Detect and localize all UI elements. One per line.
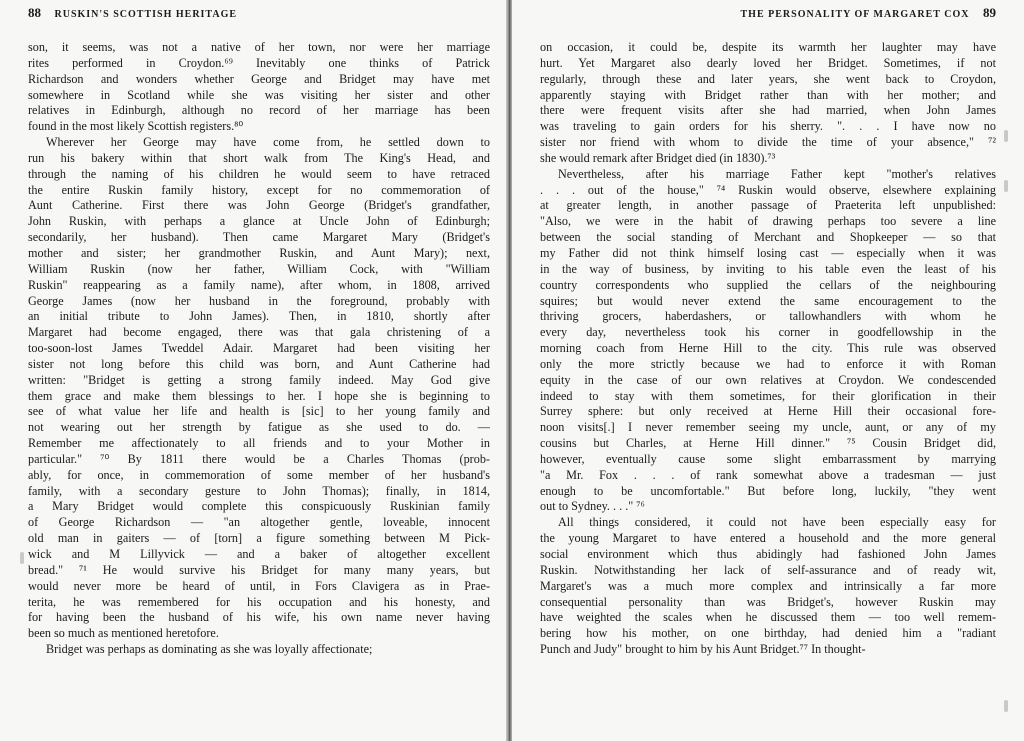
- text-line: cousins but Charles, at Herne Hill dinner." ⁷⁵ Cousin Bridget did,: [540, 436, 996, 451]
- text-line: in the way of business, by inviting to his table even the least of his: [540, 261, 996, 276]
- text-line: . . . out of the house," ⁷⁴ Ruskin would observe, elsewhere explaining: [540, 182, 996, 197]
- text-line: somewhere in Scotland while she was visiting her sister and other: [28, 87, 490, 102]
- text-line: thriving grocers, haberdashers, or tallowhandlers with whom he: [540, 309, 996, 324]
- text-line: squires; but would never extend the same encouragement to the: [540, 293, 996, 308]
- text-line: son, it seems, was not a native of her town, nor were her marriage: [28, 40, 490, 54]
- left-page-header: [28, 5, 237, 21]
- scan-smudge: [20, 552, 24, 564]
- text-line: All things considered, it could not have been especially easy for: [558, 515, 996, 530]
- text-line: out to Sydney. . . ." ⁷⁶: [540, 499, 645, 514]
- left-page-number: 88: [28, 5, 41, 20]
- text-line: not wearing out her strength by fatigue as she used to do. —: [28, 420, 490, 435]
- text-line: at greater length, in another passage of Praeterita left unpublished:: [540, 198, 996, 213]
- text-line: Margaret had become engaged, there was that gala christening of a: [28, 325, 490, 340]
- right-page-header: [741, 5, 996, 21]
- text-line: social environment which thus abidingly had fashioned John James: [540, 547, 996, 561]
- scan-smudge: [1004, 700, 1008, 712]
- text-line: regularly, through these and later years, she went back to Croydon,: [540, 71, 996, 86]
- text-line: Punch and Judy" brought to him by his Aunt Bridget.⁷⁷ In thought-: [540, 642, 866, 657]
- text-line: equity in the case of our own relatives at Croydon. We condescended: [540, 372, 996, 387]
- text-line: consequential personality than was Bridget's, however Ruskin may: [540, 594, 996, 609]
- text-line: apparently staying with Bridget rather than with her mother; and: [540, 87, 996, 102]
- text-line: Margaret's was a much more complex and intrinsically a far more: [540, 578, 996, 593]
- text-line: too-soon-lost James Tweddel Adair. Margaret had been visiting her: [28, 341, 490, 356]
- left-running-head: RUSKIN'S SCOTTISH HERITAGE: [54, 9, 238, 20]
- text-line: the young Margaret to have entered a household and the more general: [540, 531, 996, 546]
- text-line: them grace and make them blessings to her. I hope she is beginning to: [28, 388, 490, 403]
- text-line: family, with a secondary gesture to John Thomas); finally, in 1814,: [28, 483, 490, 498]
- text-line: Richardson and wonders whether George and Bridget may have met: [28, 71, 490, 86]
- text-line: William Ruskin (now her father, William Cock, with "William: [28, 261, 490, 276]
- text-line: however, eventually cause some slight embarrassment by marrying: [540, 451, 996, 466]
- text-line: country correspondents who supplied the cellars of the neighbouring: [540, 277, 996, 292]
- right-page: [512, 0, 1024, 741]
- text-line: see of what value her life and health is [sic] to her young family and: [28, 404, 490, 419]
- text-line: been so much as mentioned heretofore.: [28, 626, 219, 641]
- text-line: was traveling to gain orders for his sherry. ". . . I have now no: [540, 119, 996, 134]
- text-line: wick and M Lillyvick — and a baker of altogether excellent: [28, 547, 490, 561]
- text-line: between the social standing of Merchant and Shopkeeper — so that: [540, 230, 996, 245]
- text-line: Nevertheless, after his marriage Father kept "mother's relatives: [558, 166, 996, 181]
- text-line: she would remark after Bridget died (in 1830).⁷³: [540, 150, 776, 165]
- text-line: hurt. Yet Margaret also dearly loved her Bridget. Sometimes, if not: [540, 55, 996, 70]
- text-line: rites performed in Croydon.⁶⁹ Inevitably one thinks of Patrick: [28, 55, 490, 70]
- text-line: only the more strictly because we had to enforce it with Roman: [540, 356, 996, 371]
- text-line: particular." ⁷⁰ By 1811 there would be a Charles Thomas (prob-: [28, 451, 490, 466]
- text-line: enough to be uncomfortable." But before long, luckily, "they went: [540, 483, 996, 498]
- text-line: of George Richardson — "an altogether gentle, loveable, innocent: [28, 515, 490, 530]
- text-line: indeed to stay with them sometimes, for their glorification in their: [540, 388, 996, 403]
- text-line: George James (now her husband in the foreground, probably with: [28, 293, 490, 308]
- scan-smudge: [1004, 130, 1008, 142]
- text-line: Surrey sphere: but only received at Herne Hill their occasional fore-: [540, 404, 996, 419]
- text-line: run his bakery within that short walk from The King's Head, and: [28, 150, 490, 165]
- text-line: Ruskin. Notwithstanding her lack of self-assurance and of ready wit,: [540, 562, 996, 577]
- text-line: mother and sister; her grandmother Ruskin, and Aunt Mary); next,: [28, 245, 490, 260]
- text-line: bering how his mother, on one birthday, had denied him a "radiant: [540, 626, 996, 641]
- right-running-head: THE PERSONALITY OF MARGARET COX: [740, 9, 970, 20]
- text-line: there were frequent visits after she had married, when John James: [540, 103, 996, 118]
- text-line: the entire Ruskin family history, except for no commemoration of: [28, 182, 490, 197]
- text-line: relatives in Edinburgh, although no record of her marriage has been: [28, 103, 490, 118]
- text-line: old man in gaiters — of [torn] a figure something between M Pick-: [28, 531, 490, 546]
- text-line: written: "Bridget is getting a strong family indeed. May God give: [28, 372, 490, 387]
- scan-smudge: [1004, 180, 1008, 192]
- text-line: ably, for once, in commemoration of some member of her husband's: [28, 467, 490, 482]
- text-line: "Also, we were in the habit of drawing perhaps too severe a line: [540, 214, 996, 229]
- text-line: found in the most likely Scottish registers.⁸⁰: [28, 119, 244, 134]
- text-line: a Mary Bridget would complete this conspicuously Ruskinian family: [28, 499, 490, 514]
- text-line: would never more be heard of until, in Fors Clavigera as in Prae-: [28, 578, 490, 593]
- left-page: [0, 0, 506, 741]
- text-line: bread." ⁷¹ He would survive his Bridget for many many years, but: [28, 562, 490, 577]
- text-line: noon visits[.] I never remember seeing my uncle, aunt, or any of my: [540, 420, 996, 435]
- right-page-text: [540, 40, 996, 658]
- text-line: Bridget was perhaps as dominating as she was loyally affectionate;: [46, 642, 373, 657]
- right-page-number: 89: [983, 5, 996, 20]
- text-line: morning coach from Herne Hill to the city. This rule was observed: [540, 341, 996, 356]
- text-line: my Father did not think himself losing cast — especially when it was: [540, 245, 996, 260]
- text-line: sister nor friend with whom to divide the time of your absence," ⁷²: [540, 135, 996, 150]
- text-line: Ruskin" reappearing as a family name), after whom, in 1808, arrived: [28, 277, 490, 292]
- text-line: have weighted the scales when he discussed them — too well remem-: [540, 610, 996, 625]
- text-line: sister not long before this child was born, and Aunt Catherine had: [28, 356, 490, 371]
- text-line: terita, he was remembered for his occupation and his honesty, and: [28, 594, 490, 609]
- text-line: through the naming of his children he would seem to have retraced: [28, 166, 490, 181]
- text-line: every day, nevertheless took his corner in goodfellowship in the: [540, 325, 996, 340]
- text-line: an initial tribute to John James). Then, in 1810, shortly after: [28, 309, 490, 324]
- text-line: on occasion, it could be, despite its warmth her laughter may have: [540, 40, 996, 54]
- text-line: Remember me affectionately to all friends and to your Mother in: [28, 436, 490, 451]
- text-line: for having been the husband of his wife, his own name never having: [28, 610, 490, 625]
- left-page-text: [28, 40, 490, 658]
- text-line: John Ruskin, with perhaps a glance at Uncle John of Edinburgh;: [28, 214, 490, 229]
- text-line: secondarily, her husband). Then came Margaret Mary (Bridget's: [28, 230, 490, 245]
- text-line: "a Mr. Fox . . . of rank somewhat above a tradesman — just: [540, 467, 996, 482]
- text-line: Wherever her George may have come from, he settled down to: [46, 135, 490, 150]
- text-line: Aunt Catherine. First there was John George (Bridget's grandfather,: [28, 198, 490, 213]
